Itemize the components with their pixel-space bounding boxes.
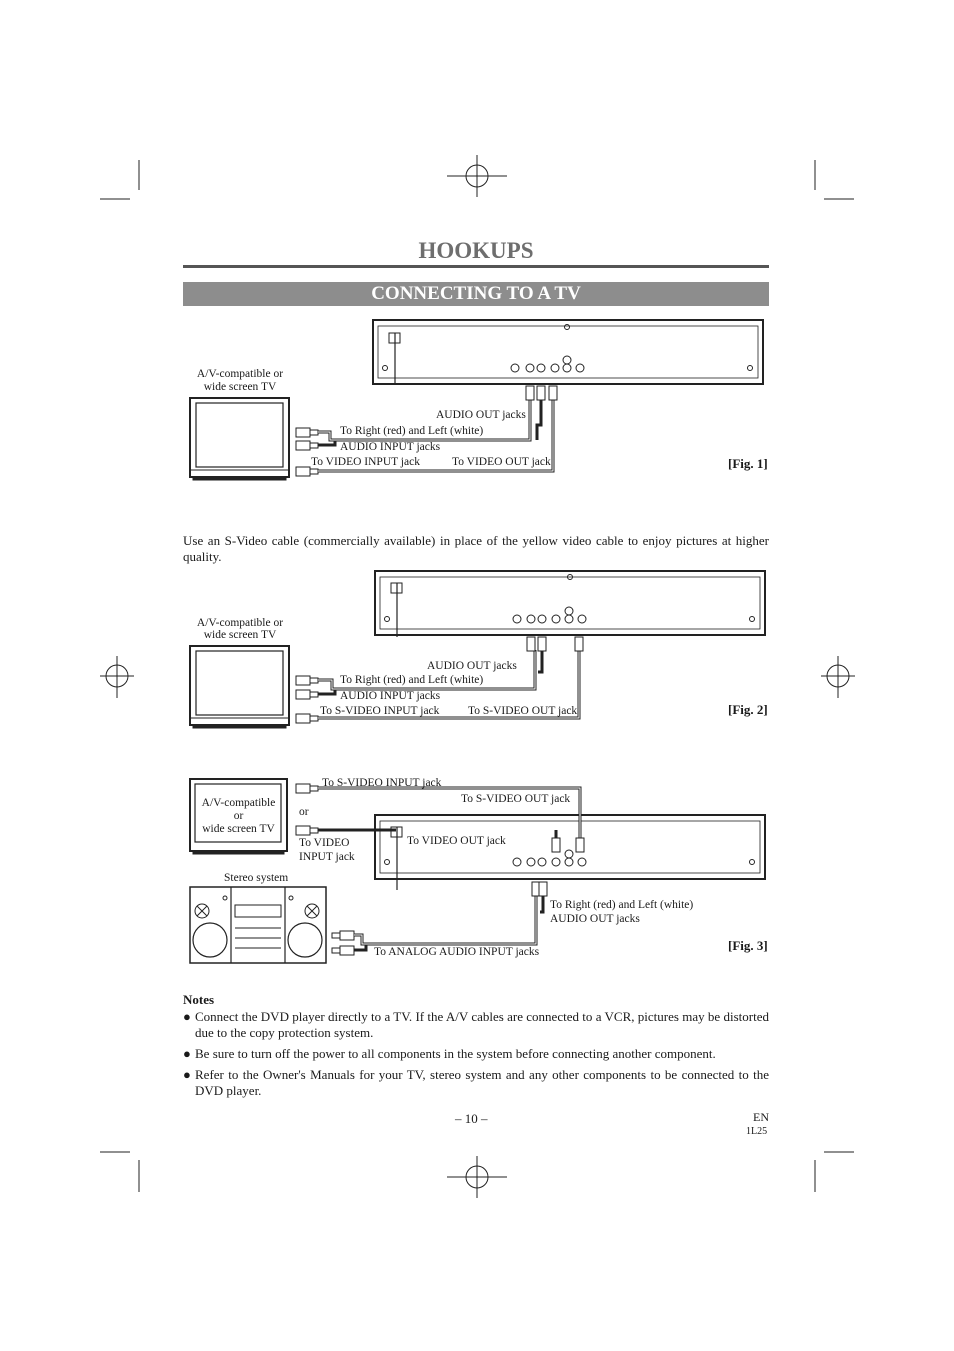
fig1-video-out-label: To VIDEO OUT jack xyxy=(452,456,551,468)
fig3-stereo xyxy=(190,887,326,963)
fig3-player-plugs xyxy=(532,838,584,896)
note-item xyxy=(183,1067,769,1099)
fig2-audio-out-label: AUDIO OUT jacks xyxy=(427,660,517,672)
fig1-tv-label-1: A/V-compatible or xyxy=(196,368,284,380)
fig3-video-out-label: To VIDEO OUT jack xyxy=(407,835,506,847)
page-title: HOOKUPS xyxy=(418,238,534,263)
fig3-dvd-player xyxy=(375,815,765,890)
note-item xyxy=(183,1046,769,1062)
fig3-svideo-input-label: To S-VIDEO INPUT jack xyxy=(322,777,442,789)
bullet-icon: ● xyxy=(183,1067,191,1082)
fig1-tv-label-2: wide screen TV xyxy=(203,381,277,393)
fig1-audio-out-label: AUDIO OUT jacks xyxy=(436,409,526,421)
fig2-audio-input-label: AUDIO INPUT jacks xyxy=(340,690,441,702)
bullet-icon: ● xyxy=(183,1046,191,1061)
fig1-video-input-label: To VIDEO INPUT jack xyxy=(311,456,420,468)
page-number: – 10 – xyxy=(455,1111,488,1126)
note-text: Refer to the Owner's Manuals for your TV, stereo system and any other components to be connected to the DVD player. xyxy=(195,1067,769,1098)
fig2-caption: [Fig. 2] xyxy=(728,702,768,717)
fig3-analog-input-label: To ANALOG AUDIO INPUT jacks xyxy=(374,946,540,958)
fig3-stereo-plugs xyxy=(332,931,354,955)
note-text: Be sure to turn off the power to all components in the system before connecting another component. xyxy=(195,1046,716,1061)
section-title: CONNECTING TO A TV xyxy=(183,282,769,306)
svideo-intro-text: Use an S-Video cable (commercially available) in place of the yellow video cable to enjoy pictures at higher quality. xyxy=(183,533,769,564)
note-text: Connect the DVD player directly to a TV. If the A/V cables are connected to a VCR, pictures may be distorted due to the copy protection system. xyxy=(195,1009,769,1040)
fig3-video-input-label-2: INPUT jack xyxy=(299,851,355,863)
fig3-tv-label-2: or xyxy=(233,810,244,822)
notes-heading: Notes xyxy=(183,992,215,1007)
fig3-stereo-label: Stereo system xyxy=(224,872,289,884)
fig1-right-left-label: To Right (red) and Left (white) xyxy=(340,425,484,437)
fig3-right-left-label: To Right (red) and Left (white) xyxy=(550,899,694,911)
fig3-audio-out-label: AUDIO OUT jacks xyxy=(550,913,640,925)
fig1-caption: [Fig. 1] xyxy=(728,456,768,471)
fig3-or-label: or xyxy=(299,806,309,818)
fig3-cables xyxy=(318,788,580,950)
fig3-caption: [Fig. 3] xyxy=(728,938,768,953)
fig3-tv-label-1: A/V-compatible xyxy=(201,797,276,809)
fig2-tv-label-2: wide screen TV xyxy=(203,629,277,641)
bullet-icon: ● xyxy=(183,1009,191,1024)
fig2-right-left-label: To Right (red) and Left (white) xyxy=(340,674,484,686)
language-code: EN xyxy=(753,1110,769,1124)
fig2-svideo-out-label: To S-VIDEO OUT jack xyxy=(468,705,578,717)
model-code: 1L25 xyxy=(746,1126,768,1137)
fig3-video-input-label-1: To VIDEO xyxy=(299,837,350,849)
fig3-svideo-out-label: To S-VIDEO OUT jack xyxy=(461,793,571,805)
fig2-svideo-input-label: To S-VIDEO INPUT jack xyxy=(320,705,440,717)
fig2-tv-label-1: A/V-compatible or xyxy=(196,617,284,629)
fig1-audio-input-label: AUDIO INPUT jacks xyxy=(340,441,441,453)
fig3-tv-label-3: wide screen TV xyxy=(202,823,275,835)
note-item xyxy=(183,1009,769,1041)
